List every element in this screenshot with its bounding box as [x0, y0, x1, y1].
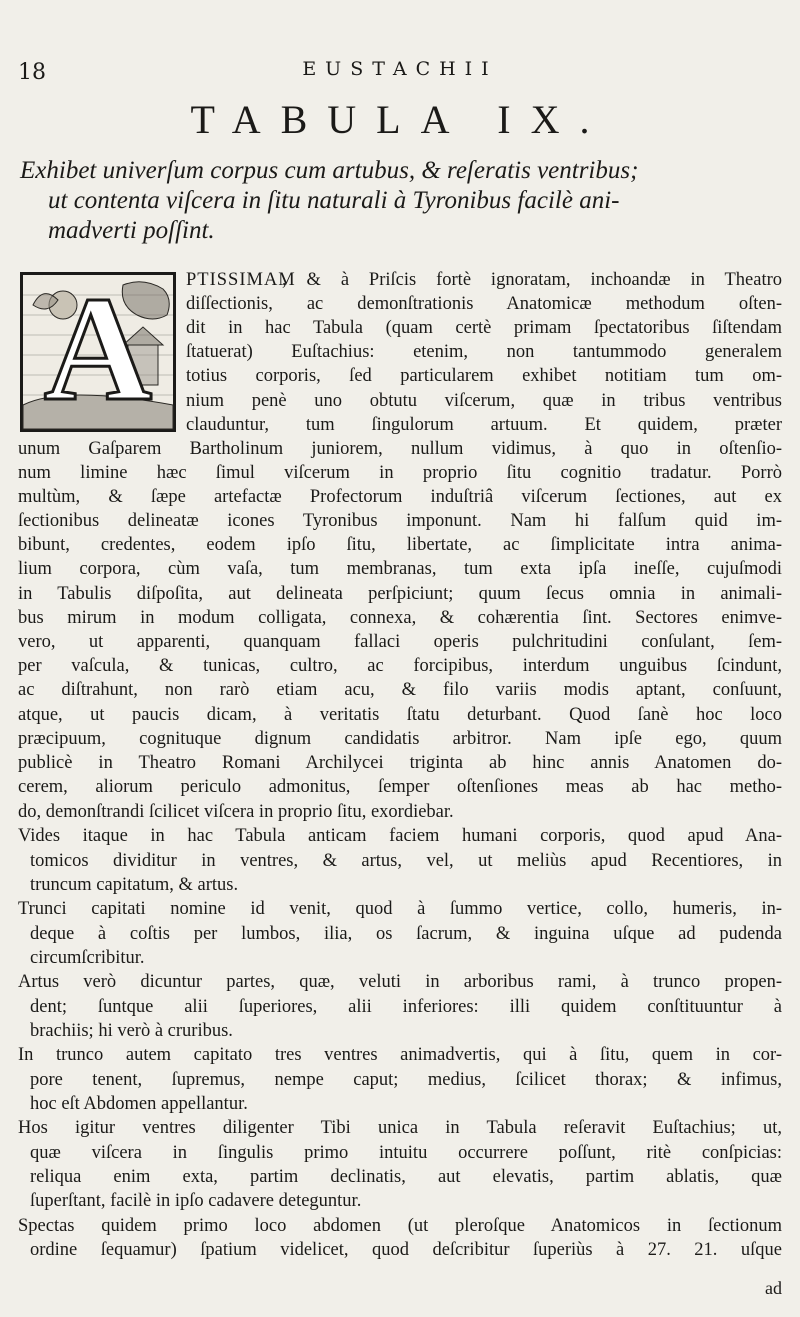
subtitle-line-1: Exhibet univerſum corpus cum artubus, & reſeratis ventribus;: [20, 157, 639, 184]
text-line: truncum capitatum, & artus.: [30, 875, 239, 895]
text-line: Vides itaque in hac Tabula anticam faciem humani corporis, quod apud Ana-: [18, 826, 782, 846]
running-head: EUSTACHII: [302, 58, 498, 80]
text-line: , & à Priſcis fortè ignoratam, inchoandæ in Theatro: [282, 270, 782, 290]
text-line: ac diſtrahunt, non rarò etiam acu, & filo variis modis aptant, conſuunt,: [18, 680, 782, 700]
text-line: deque à coſtis per lumbos, ilia, os ſacrum, & inguina uſque ad pudenda: [30, 924, 782, 944]
text-line: Trunci capitati nomine id venit, quod à ſummo vertice, collo, humeris, in-: [18, 899, 782, 919]
text-line: brachiis; hi verò à cruribus.: [30, 1021, 233, 1041]
text-line: bibunt, credentes, eodem ipſo ſitu, libertate, ac ſimplicitate intra anima-: [18, 535, 782, 555]
text-line: clauduntur, tum ſingulorum artuum. Et quidem, præter: [186, 415, 782, 435]
text-line: ordine ſequamur) ſpatium videlicet, quod deſcribitur ſuperiùs à 27. 21. uſque: [30, 1240, 782, 1260]
subtitle-line-2: ut contenta viſcera in ſitu naturali à Tyronibus facilè ani-: [48, 187, 620, 214]
text-line: reliqua enim exta, partim declinatis, aut elevatis, partim ablatis, quæ: [30, 1167, 782, 1187]
text-line: in Tabulis diſpoſita, aut delineata perſpiciunt; quum ſecus omnia in animali-: [18, 584, 782, 604]
text-line: lium corpora, cùm vaſa, tum membranas, tum exta ipſa ineſſe, cujuſmodi: [18, 559, 782, 579]
text-line: publicè in Theatro Romani Archilycei triginta ab hinc annis Anatomen do-: [18, 753, 782, 773]
text-line: præcipuum, cognituque dignum candidatis arbitror. Nam ipſe ego, quum: [18, 729, 782, 749]
page-number: 18: [18, 60, 46, 85]
subtitle-line-3: madverti poſſint.: [48, 217, 215, 244]
text-line: unum Gaſparem Bartholinum juniorem, nullum vidimus, à quo in oſtenſio-: [18, 439, 782, 459]
text-line: ſectionibus delineatæ icones Tyronibus imponunt. Nam hi falſum quid im-: [18, 511, 782, 531]
text-line: quæ viſcera in ſingulis primo intuitu occurrere poſſunt, ritè conſpicias:: [30, 1143, 782, 1163]
text-line: dent; ſuntque alii ſuperiores, alii inferiores: illi quidem conſtituuntur à: [30, 997, 782, 1017]
text-line: totius corporis, ſed particularem exhibet notitiam tum om-: [186, 366, 782, 386]
text-line: do, demonſtrandi ſcilicet viſcera in proprio ſitu, exordiebar.: [18, 802, 454, 822]
text-line: num limine hæc ſimul viſcerum in proprio ſitu cognitio tradatur. Porrò: [18, 463, 782, 483]
text-line: bus mirum in modum colligata, connexa, & cohærentia ſint. Sectores enimve-: [18, 608, 782, 628]
text-line: Spectas quidem primo loco abdomen (ut pleroſque Anatomicos in ſectionum: [18, 1216, 782, 1236]
text-line: pore tenent, ſupremus, nempe caput; medius, ſcilicet thorax; & infimus,: [30, 1070, 782, 1090]
text-line: Hos igitur ventres diligenter Tibi unica in Tabula reſeravit Euſtachius; ut,: [18, 1118, 782, 1138]
text-line: Artus verò dicuntur partes, quæ, veluti in arboribus rami, à trunco propen-: [18, 972, 782, 992]
text-line: atque, ut paucis dicam, à veritatis ſtatu deturbant. Quod ſanè hoc loco: [18, 705, 782, 725]
text-line: per vaſcula, & tunicas, cultro, ac forcipibus, interdum unguibus ſcindunt,: [18, 656, 782, 676]
text-line: cerem, aliorum periculo admonitus, ſemper oſtenſiones meas ab hac metho-: [18, 777, 782, 797]
text-line: hoc eſt Abdomen appellantur.: [30, 1094, 248, 1114]
plate-subtitle: [20, 156, 790, 246]
text-line: vero, ut apparenti, quanquam fallaci operis pulchritudini conſulant, ſem-: [18, 632, 782, 652]
decorated-initial: [20, 266, 176, 432]
text-line: ſuperſtant, facilè in ipſo cadavere deteguntur.: [30, 1191, 362, 1211]
text-line: ſtatuerat) Euſtachius: etenim, non tantummodo generalem: [186, 342, 782, 362]
text-line: circumſcribitur.: [30, 948, 145, 968]
text-line: diſſectionis, ac demonſtrationis Anatomicæ methodum oſten-: [186, 294, 782, 314]
catchword: ad: [765, 1278, 782, 1298]
initial-letter: A: [43, 266, 153, 432]
text-line: In trunco autem capitato tres ventres animadvertis, qui à ſitu, quem in cor-: [18, 1045, 782, 1065]
text-line: tomicos dividitur in ventres, & artus, vel, ut meliùs apud Recentiores, in: [30, 851, 782, 871]
text-line: dit in hac Tabula (quam certè primam ſpectatoribus ſiſtendam: [186, 318, 782, 338]
text-line: multùm, & ſæpe artefactæ Profectorum induſtriâ viſcerum ſectiones, aut ex: [18, 487, 782, 507]
plate-title: TABULA IX.: [190, 97, 610, 142]
first-word: PTISSIMAM: [186, 270, 296, 290]
text-line: nium penè uno obtutu viſcerum, quæ in tribus ventribus: [186, 391, 782, 411]
